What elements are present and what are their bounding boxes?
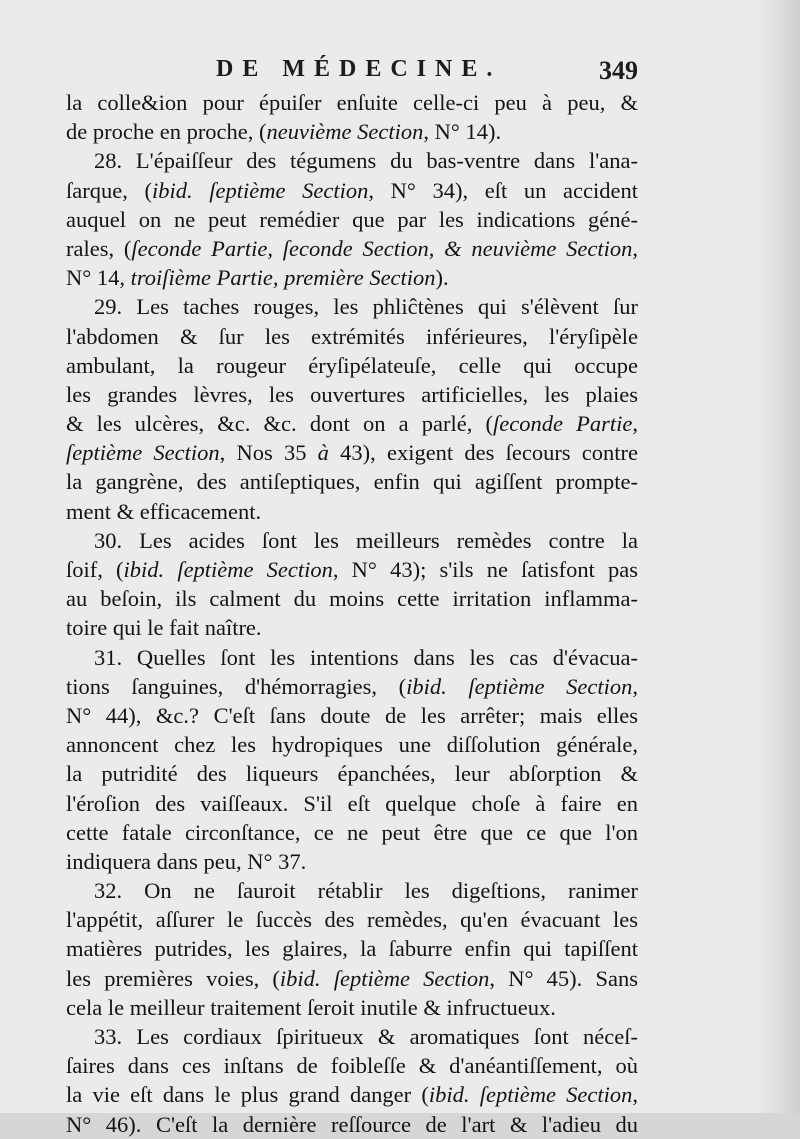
italic-text-segment: neuvième Section [266, 119, 424, 145]
text-segment: rales, ( [66, 235, 132, 261]
text-line [66, 380, 638, 409]
italic-text-segment: ſeptième Section [66, 440, 220, 466]
text-line [66, 234, 638, 263]
text-segment: , N° 34), eſt un accident [368, 177, 638, 203]
text-line [66, 526, 638, 555]
text-segment: les premières voies, ( [66, 965, 280, 991]
text-segment: N° 44), &c.? C'eſt ſans doute de les arrêter; mais elles [66, 702, 638, 728]
text-line [66, 88, 638, 117]
text-line [66, 964, 638, 993]
text-segment: au beſoin, ils calment du moins cette irritation inflamma- [66, 586, 638, 612]
italic-text-segment: ibid. ſeptième Section [406, 673, 633, 699]
text-line [66, 1110, 638, 1139]
text-segment: l'appétit, aſſurer le ſuccès des remèdes, qu'en évacuant les [66, 907, 638, 933]
text-segment: de proche en proche, ( [66, 119, 267, 145]
text-line [66, 555, 638, 584]
italic-text-segment: ibid. ſeptième Section [428, 1082, 633, 1108]
text-line [66, 701, 638, 730]
text-segment: ſoif, ( [66, 557, 124, 582]
italic-text-segment: ſeconde Partie, ſeconde Section, & neuvième Section [131, 235, 633, 261]
text-segment: toire qui le fait naître. [66, 615, 262, 641]
text-segment: cette fatale circonſtance, ce ne peut être que ce que l'on [66, 819, 638, 845]
text-segment: ſarque, ( [66, 177, 152, 203]
text-segment: la gangrène, des antiſeptiques, enfin qui agiſſent prompte- [66, 469, 638, 495]
text-segment: la colle&ion pour épuiſer enſuite celle-ci peu à peu, & [66, 90, 638, 115]
text-segment: N° 46). C'eſt la dernière reſſource de l'art & l'adieu du [66, 1111, 638, 1137]
text-segment: auquel on ne peut remédier que par les indications géné- [66, 206, 638, 232]
text-line [66, 643, 638, 672]
italic-text-segment: à [317, 440, 329, 466]
text-line [66, 176, 638, 205]
text-line [66, 409, 638, 438]
text-segment: l'éroſion des vaiſſeaux. S'il eſt quelque choſe à faire en [66, 790, 638, 816]
text-line [66, 467, 638, 496]
text-segment: matières putrides, les glaires, la ſaburre enfin qui tapiſſent [66, 936, 638, 962]
italic-text-segment: ſeconde Partie [493, 411, 633, 437]
text-line [66, 497, 638, 526]
text-segment: , Nos 35 [219, 440, 318, 466]
page-gutter-shadow [760, 0, 800, 1113]
text-segment: 33. Les cordiaux ſpiritueux & aromatiques ſont néceſ- [94, 1024, 638, 1049]
text-line [66, 146, 638, 175]
running-title: DE MÉDECINE. [216, 56, 502, 82]
text-line [66, 993, 638, 1022]
italic-text-segment: ibid. ſeptième Section [279, 965, 490, 991]
body-text [66, 88, 638, 1139]
text-segment: 28. L'épaiſſeur des tégumens du bas-ventre dans l'ana- [94, 148, 638, 174]
text-segment: 32. On ne ſauroit rétablir les digeſtions, ranimer [94, 878, 638, 904]
text-segment: 30. Les acides ſont les meilleurs remèdes contre la [94, 527, 638, 553]
text-line [66, 584, 638, 613]
text-segment: , [632, 673, 638, 699]
text-line [66, 292, 638, 321]
text-segment: , N° 43); s'ils ne ſatisfont pas [332, 557, 638, 582]
text-line [66, 789, 638, 818]
text-segment: N° 14, [66, 265, 131, 291]
text-line [66, 876, 638, 905]
text-segment: ſaires dans ces inſtans de foibleſſe & d'anéantiſſement, où [66, 1053, 638, 1079]
text-line [66, 438, 638, 467]
text-segment: 29. Les taches rouges, les phliĉtènes qui s'élèvent ſur [94, 294, 638, 320]
italic-text-segment: ibid. ſeptième Section [123, 557, 333, 582]
text-line [66, 759, 638, 788]
text-segment: indiquera dans peu, N° 37. [66, 848, 307, 874]
italic-text-segment: troiſième Partie, première Section [130, 265, 436, 291]
text-segment: 31. Quelles ſont les intentions dans les cas d'évacua- [94, 644, 638, 670]
text-line [66, 818, 638, 847]
text-segment: annoncent chez les hydropiques une diſſolution générale, [66, 732, 638, 758]
text-segment: ambulant, la rougeur éryſipélateuſe, celle qui occupe [66, 352, 638, 378]
text-line [66, 1051, 638, 1080]
text-line [66, 263, 638, 292]
italic-text-segment: ibid. ſeptième Section [151, 177, 369, 203]
text-line [66, 730, 638, 759]
text-segment: , N° 45). Sans [489, 965, 638, 991]
text-line [66, 351, 638, 380]
text-line [66, 205, 638, 234]
text-segment: , N° 14). [423, 119, 502, 145]
text-line [66, 117, 638, 146]
text-segment: 43), exigent des ſecours contre [328, 440, 638, 466]
text-line [66, 1022, 638, 1051]
text-segment: la vie eſt dans le plus grand danger ( [66, 1082, 429, 1108]
text-line [66, 613, 638, 642]
text-segment: tions ſanguines, d'hémorragies, ( [66, 673, 407, 699]
text-line [66, 905, 638, 934]
text-segment: , [632, 411, 638, 437]
page-number: 349 [599, 56, 638, 85]
text-line [66, 1080, 638, 1109]
text-segment: ). [435, 265, 449, 291]
text-line [66, 322, 638, 351]
text-segment: cela le meilleur traitement ſeroit inutile & infructueux. [66, 994, 556, 1020]
text-segment: la putridité des liqueurs épanchées, leur abſorption & [66, 761, 638, 787]
text-line [66, 934, 638, 963]
text-segment: , [632, 235, 638, 261]
text-segment: & les ulcères, &c. &c. dont on a parlé, ( [66, 411, 494, 437]
text-segment: les grandes lèvres, les ouvertures artificielles, les plaies [66, 381, 638, 407]
text-segment: l'abdomen & ſur les extrémités inférieures, l'éryſipèle [66, 323, 638, 349]
text-line [66, 672, 638, 701]
text-segment: ment & efficacement. [66, 498, 262, 524]
page-header [66, 56, 638, 92]
text-segment: , [632, 1082, 638, 1108]
text-line [66, 847, 638, 876]
